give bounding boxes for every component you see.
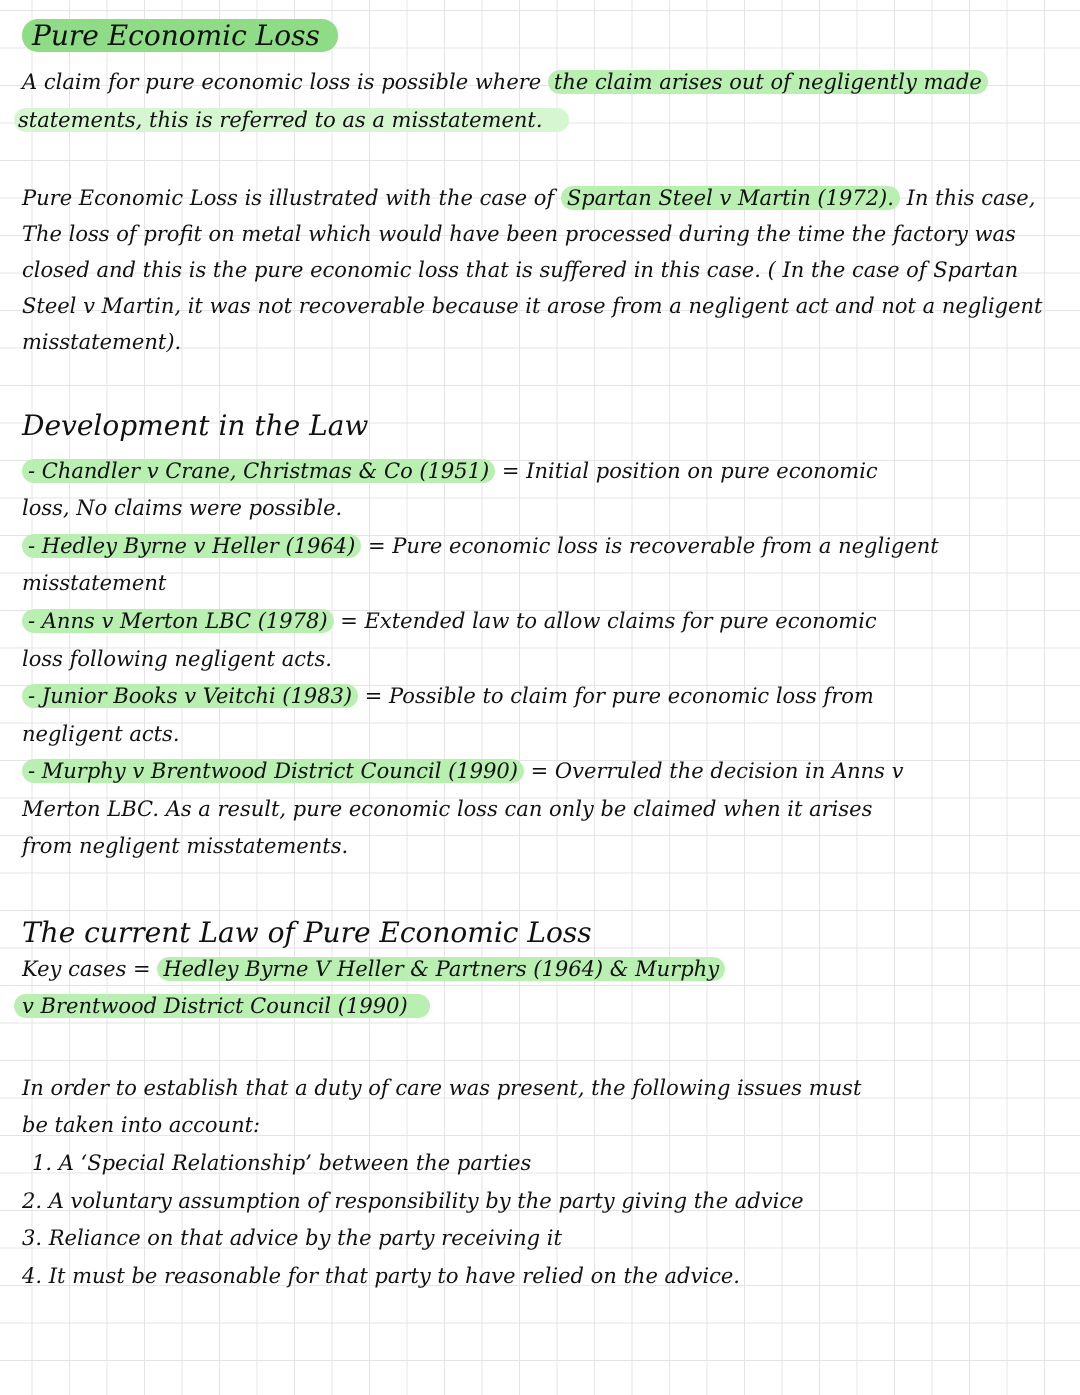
duty-point-2: 2. A voluntary assumption of responsibility by the party giving the advice [22,1189,804,1213]
spartan-line-5: misstatement). [22,330,182,354]
spartan-line-1: Pure Economic Loss is illustrated with the case of Spartan Steel v Martin (1972). In this case, [22,186,1036,210]
dev-item-5-cont-2: from negligent misstatements. [22,834,349,858]
section-title-pure-economic-loss: Pure Economic Loss [22,18,338,54]
dev-item-2: - Hedley Byrne v Heller (1964) = Pure economic loss is recoverable from a negligent [22,531,939,561]
section-title-current-law: The current Law of Pure Economic Loss [22,916,592,949]
duty-line-1: In order to establish that a duty of care was present, the following issues must [22,1076,862,1100]
key-cases-line-1: Key cases = Hedley Byrne V Heller & Partners (1964) & Murphy [22,954,725,984]
spartan-line-4: Steel v Martin, it was not recoverable because it arose from a negligent act and not a negligent [22,294,1043,318]
dev-item-3: - Anns v Merton LBC (1978) = Extended law to allow claims for pure economic [22,606,877,636]
dev-item-1-cont: loss, No claims were possible. [22,496,343,520]
dev-item-5-cont-1: Merton LBC. As a result, pure economic loss can only be claimed when it arises [22,797,873,821]
key-cases-line-2: v Brentwood District Council (1990) [22,991,430,1021]
section-title-development: Development in the Law [22,409,369,442]
dev-item-5: - Murphy v Brentwood District Council (1990) = Overruled the decision in Anns v [22,756,904,786]
dev-item-2-cont: misstatement [22,571,167,595]
intro-line-1: A claim for pure economic loss is possible where the claim arises out of negligently made [22,67,988,97]
duty-point-1: 1. A ‘Special Relationship’ between the parties [32,1151,532,1175]
spartan-line-3: closed and this is the pure economic loss that is suffered in this case. ( In the case of Spartan [22,258,1019,282]
dev-item-1: - Chandler v Crane, Christmas & Co (1951) = Initial position on pure economic [22,456,878,486]
spartan-line-2: The loss of profit on metal which would have been processed during the time the factory was [22,222,1016,246]
duty-line-2: be taken into account: [22,1113,261,1137]
duty-point-3: 3. Reliance on that advice by the party receiving it [22,1226,562,1250]
dev-item-3-cont: loss following negligent acts. [22,647,332,671]
intro-line-2: statements, this is referred to as a misstatement. [22,105,569,135]
duty-point-4: 4. It must be reasonable for that party to have relied on the advice. [22,1264,740,1288]
dev-item-4: - Junior Books v Veitchi (1983) = Possible to claim for pure economic loss from [22,681,874,711]
dev-item-4-cont: negligent acts. [22,722,180,746]
